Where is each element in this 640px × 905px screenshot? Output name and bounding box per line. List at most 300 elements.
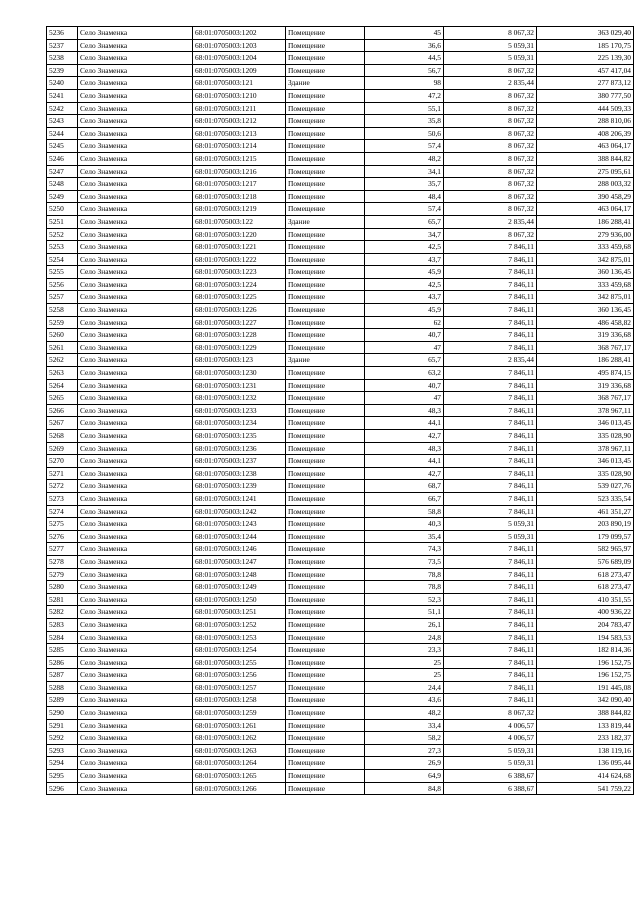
area-cell: 51,1 xyxy=(365,606,444,619)
cadastral-number-cell: 68:01:0705003:1242 xyxy=(193,505,286,518)
cadastral-value-cell: 333 459,68 xyxy=(537,241,634,254)
cadastral-value-cell: 463 064,17 xyxy=(537,140,634,153)
table-row xyxy=(47,329,634,342)
object-type-cell: Помещение xyxy=(286,505,365,518)
area-cell: 65,7 xyxy=(365,354,444,367)
cadastral-number-cell: 68:01:0705003:1246 xyxy=(193,543,286,556)
object-type-cell: Помещение xyxy=(286,581,365,594)
locality-cell: Село Знаменка xyxy=(78,744,193,757)
row-number-cell: 5236 xyxy=(47,27,78,40)
table-row xyxy=(47,228,634,241)
area-cell: 23,3 xyxy=(365,644,444,657)
row-number-cell: 5278 xyxy=(47,555,78,568)
unit-value-cell: 7 846,11 xyxy=(444,568,537,581)
locality-cell: Село Знаменка xyxy=(78,392,193,405)
row-number-cell: 5287 xyxy=(47,669,78,682)
table-row xyxy=(47,744,634,757)
cadastral-number-cell: 68:01:0705003:1247 xyxy=(193,555,286,568)
cadastral-number-cell: 68:01:0705003:1239 xyxy=(193,480,286,493)
row-number-cell: 5292 xyxy=(47,732,78,745)
area-cell: 26,1 xyxy=(365,618,444,631)
table-row xyxy=(47,379,634,392)
table-row xyxy=(47,102,634,115)
cadastral-value-cell: 618 273,47 xyxy=(537,568,634,581)
cadastral-number-cell: 68:01:0705003:1253 xyxy=(193,631,286,644)
locality-cell: Село Знаменка xyxy=(78,127,193,140)
row-number-cell: 5257 xyxy=(47,291,78,304)
table-row xyxy=(47,165,634,178)
area-cell: 24,4 xyxy=(365,681,444,694)
locality-cell: Село Знаменка xyxy=(78,140,193,153)
table-row xyxy=(47,304,634,317)
table-row xyxy=(47,291,634,304)
table-row xyxy=(47,203,634,216)
object-type-cell: Помещение xyxy=(286,64,365,77)
row-number-cell: 5258 xyxy=(47,304,78,317)
row-number-cell: 5272 xyxy=(47,480,78,493)
table-row xyxy=(47,568,634,581)
locality-cell: Село Знаменка xyxy=(78,568,193,581)
row-number-cell: 5282 xyxy=(47,606,78,619)
locality-cell: Село Знаменка xyxy=(78,39,193,52)
row-number-cell: 5252 xyxy=(47,228,78,241)
locality-cell: Село Знаменка xyxy=(78,52,193,65)
locality-cell: Село Знаменка xyxy=(78,354,193,367)
table-row xyxy=(47,430,634,443)
cadastral-number-cell: 68:01:0705003:1241 xyxy=(193,492,286,505)
row-number-cell: 5291 xyxy=(47,719,78,732)
unit-value-cell: 8 067,32 xyxy=(444,102,537,115)
cadastral-value-cell: 541 759,22 xyxy=(537,782,634,795)
unit-value-cell: 7 846,11 xyxy=(444,593,537,606)
locality-cell: Село Знаменка xyxy=(78,316,193,329)
area-cell: 24,8 xyxy=(365,631,444,644)
unit-value-cell: 7 846,11 xyxy=(444,606,537,619)
row-number-cell: 5243 xyxy=(47,115,78,128)
area-cell: 57,4 xyxy=(365,140,444,153)
cadastral-value-cell: 185 170,75 xyxy=(537,39,634,52)
row-number-cell: 5290 xyxy=(47,707,78,720)
cadastral-number-cell: 68:01:0705003:1261 xyxy=(193,719,286,732)
unit-value-cell: 8 067,32 xyxy=(444,228,537,241)
cadastral-value-cell: 363 029,40 xyxy=(537,27,634,40)
locality-cell: Село Знаменка xyxy=(78,430,193,443)
cadastral-value-cell: 288 810,06 xyxy=(537,115,634,128)
cadastral-number-cell: 68:01:0705003:1262 xyxy=(193,732,286,745)
area-cell: 40,7 xyxy=(365,329,444,342)
cadastral-number-cell: 68:01:0705003:1213 xyxy=(193,127,286,140)
object-type-cell: Помещение xyxy=(286,480,365,493)
cadastral-value-cell: 277 873,12 xyxy=(537,77,634,90)
locality-cell: Село Знаменка xyxy=(78,669,193,682)
object-type-cell: Помещение xyxy=(286,379,365,392)
table-row xyxy=(47,518,634,531)
row-number-cell: 5270 xyxy=(47,455,78,468)
area-cell: 34,7 xyxy=(365,228,444,241)
cadastral-number-cell: 68:01:0705003:1259 xyxy=(193,707,286,720)
row-number-cell: 5268 xyxy=(47,430,78,443)
cadastral-number-cell: 68:01:0705003:1214 xyxy=(193,140,286,153)
unit-value-cell: 7 846,11 xyxy=(444,367,537,380)
area-cell: 26,9 xyxy=(365,757,444,770)
area-cell: 56,7 xyxy=(365,64,444,77)
cadastral-number-cell: 68:01:0705003:1209 xyxy=(193,64,286,77)
locality-cell: Село Знаменка xyxy=(78,694,193,707)
cadastral-value-cell: 368 767,17 xyxy=(537,392,634,405)
locality-cell: Село Знаменка xyxy=(78,64,193,77)
row-number-cell: 5237 xyxy=(47,39,78,52)
area-cell: 47,2 xyxy=(365,89,444,102)
table-row xyxy=(47,241,634,254)
table-row xyxy=(47,770,634,783)
object-type-cell: Помещение xyxy=(286,178,365,191)
locality-cell: Село Знаменка xyxy=(78,329,193,342)
cadastral-value-cell: 333 459,68 xyxy=(537,278,634,291)
table-row xyxy=(47,631,634,644)
area-cell: 66,7 xyxy=(365,492,444,505)
object-type-cell: Помещение xyxy=(286,241,365,254)
cadastral-number-cell: 68:01:0705003:1235 xyxy=(193,430,286,443)
cadastral-value-cell: 342 875,01 xyxy=(537,253,634,266)
object-type-cell: Помещение xyxy=(286,329,365,342)
row-number-cell: 5281 xyxy=(47,593,78,606)
locality-cell: Село Знаменка xyxy=(78,732,193,745)
table-row xyxy=(47,757,634,770)
locality-cell: Село Знаменка xyxy=(78,291,193,304)
row-number-cell: 5246 xyxy=(47,152,78,165)
area-cell: 63,2 xyxy=(365,367,444,380)
area-cell: 50,6 xyxy=(365,127,444,140)
unit-value-cell: 2 835,44 xyxy=(444,215,537,228)
unit-value-cell: 5 059,31 xyxy=(444,39,537,52)
cadastral-value-cell: 368 767,17 xyxy=(537,341,634,354)
cadastral-number-cell: 68:01:0705003:1222 xyxy=(193,253,286,266)
object-type-cell: Помещение xyxy=(286,140,365,153)
unit-value-cell: 5 059,31 xyxy=(444,52,537,65)
cadastral-number-cell: 68:01:0705003:1234 xyxy=(193,417,286,430)
row-number-cell: 5251 xyxy=(47,215,78,228)
object-type-cell: Помещение xyxy=(286,530,365,543)
table-row xyxy=(47,266,634,279)
cadastral-value-cell: 388 844,82 xyxy=(537,152,634,165)
cadastral-value-cell: 182 814,36 xyxy=(537,644,634,657)
area-cell: 42,5 xyxy=(365,278,444,291)
locality-cell: Село Знаменка xyxy=(78,152,193,165)
cadastral-value-cell: 380 777,50 xyxy=(537,89,634,102)
object-type-cell: Помещение xyxy=(286,455,365,468)
area-cell: 42,7 xyxy=(365,430,444,443)
locality-cell: Село Знаменка xyxy=(78,467,193,480)
area-cell: 35,4 xyxy=(365,530,444,543)
row-number-cell: 5260 xyxy=(47,329,78,342)
cadastral-value-cell: 576 689,09 xyxy=(537,555,634,568)
object-type-cell: Помещение xyxy=(286,518,365,531)
locality-cell: Село Знаменка xyxy=(78,492,193,505)
object-type-cell: Помещение xyxy=(286,253,365,266)
cadastral-number-cell: 68:01:0705003:1203 xyxy=(193,39,286,52)
locality-cell: Село Знаменка xyxy=(78,417,193,430)
object-type-cell: Помещение xyxy=(286,102,365,115)
table-row xyxy=(47,178,634,191)
cadastral-value-cell: 225 139,30 xyxy=(537,52,634,65)
unit-value-cell: 7 846,11 xyxy=(444,341,537,354)
object-type-cell: Помещение xyxy=(286,656,365,669)
locality-cell: Село Знаменка xyxy=(78,442,193,455)
cadastral-value-cell: 444 509,33 xyxy=(537,102,634,115)
locality-cell: Село Знаменка xyxy=(78,266,193,279)
cadastral-value-cell: 360 136,45 xyxy=(537,266,634,279)
row-number-cell: 5238 xyxy=(47,52,78,65)
unit-value-cell: 8 067,32 xyxy=(444,115,537,128)
row-number-cell: 5245 xyxy=(47,140,78,153)
unit-value-cell: 7 846,11 xyxy=(444,379,537,392)
area-cell: 45,9 xyxy=(365,266,444,279)
object-type-cell: Помещение xyxy=(286,681,365,694)
object-type-cell: Помещение xyxy=(286,190,365,203)
locality-cell: Село Знаменка xyxy=(78,341,193,354)
table-row xyxy=(47,480,634,493)
row-number-cell: 5255 xyxy=(47,266,78,279)
area-cell: 47 xyxy=(365,392,444,405)
cadastral-value-cell: 196 152,75 xyxy=(537,656,634,669)
unit-value-cell: 7 846,11 xyxy=(444,316,537,329)
cadastral-number-cell: 68:01:0705003:1237 xyxy=(193,455,286,468)
table-row xyxy=(47,367,634,380)
locality-cell: Село Знаменка xyxy=(78,278,193,291)
cadastral-value-cell: 461 351,27 xyxy=(537,505,634,518)
unit-value-cell: 7 846,11 xyxy=(444,392,537,405)
table-row xyxy=(47,404,634,417)
cadastral-value-cell: 279 936,00 xyxy=(537,228,634,241)
object-type-cell: Помещение xyxy=(286,266,365,279)
locality-cell: Село Знаменка xyxy=(78,707,193,720)
unit-value-cell: 8 067,32 xyxy=(444,64,537,77)
cadastral-number-cell: 68:01:0705003:1221 xyxy=(193,241,286,254)
cadastral-value-cell: 233 182,37 xyxy=(537,732,634,745)
area-cell: 25 xyxy=(365,669,444,682)
row-number-cell: 5262 xyxy=(47,354,78,367)
table-row xyxy=(47,694,634,707)
unit-value-cell: 7 846,11 xyxy=(444,644,537,657)
unit-value-cell: 5 059,31 xyxy=(444,530,537,543)
area-cell: 33,4 xyxy=(365,719,444,732)
unit-value-cell: 7 846,11 xyxy=(444,581,537,594)
table-row xyxy=(47,77,634,90)
cadastral-number-cell: 68:01:0705003:1211 xyxy=(193,102,286,115)
table-row xyxy=(47,52,634,65)
object-type-cell: Помещение xyxy=(286,27,365,40)
unit-value-cell: 7 846,11 xyxy=(444,669,537,682)
cadastral-value-cell: 204 783,47 xyxy=(537,618,634,631)
area-cell: 45,9 xyxy=(365,304,444,317)
table-row xyxy=(47,152,634,165)
row-number-cell: 5280 xyxy=(47,581,78,594)
object-type-cell: Помещение xyxy=(286,165,365,178)
cadastral-number-cell: 68:01:0705003:1228 xyxy=(193,329,286,342)
object-type-cell: Помещение xyxy=(286,367,365,380)
row-number-cell: 5269 xyxy=(47,442,78,455)
area-cell: 65,7 xyxy=(365,215,444,228)
cadastral-value-cell: 360 136,45 xyxy=(537,304,634,317)
cadastral-number-cell: 68:01:0705003:1227 xyxy=(193,316,286,329)
cadastral-value-cell: 414 624,68 xyxy=(537,770,634,783)
unit-value-cell: 8 067,32 xyxy=(444,89,537,102)
unit-value-cell: 8 067,32 xyxy=(444,178,537,191)
row-number-cell: 5275 xyxy=(47,518,78,531)
cadastral-value-cell: 346 013,45 xyxy=(537,417,634,430)
cadastral-value-cell: 335 028,90 xyxy=(537,430,634,443)
table-row xyxy=(47,417,634,430)
locality-cell: Село Знаменка xyxy=(78,102,193,115)
area-cell: 64,9 xyxy=(365,770,444,783)
table-row xyxy=(47,127,634,140)
row-number-cell: 5241 xyxy=(47,89,78,102)
cadastral-number-cell: 68:01:0705003:1258 xyxy=(193,694,286,707)
area-cell: 58,8 xyxy=(365,505,444,518)
table-row xyxy=(47,593,634,606)
object-type-cell: Помещение xyxy=(286,404,365,417)
table-row xyxy=(47,467,634,480)
object-type-cell: Помещение xyxy=(286,631,365,644)
cadastral-number-cell: 68:01:0705003:1218 xyxy=(193,190,286,203)
locality-cell: Село Знаменка xyxy=(78,555,193,568)
cadastral-number-cell: 68:01:0705003:1266 xyxy=(193,782,286,795)
cadastral-number-cell: 68:01:0705003:1257 xyxy=(193,681,286,694)
unit-value-cell: 8 067,32 xyxy=(444,152,537,165)
table-row xyxy=(47,719,634,732)
cadastral-number-cell: 68:01:0705003:1251 xyxy=(193,606,286,619)
object-type-cell: Помещение xyxy=(286,744,365,757)
cadastral-number-cell: 68:01:0705003:1204 xyxy=(193,52,286,65)
row-number-cell: 5239 xyxy=(47,64,78,77)
table-row xyxy=(47,442,634,455)
cadastral-number-cell: 68:01:0705003:1212 xyxy=(193,115,286,128)
table-row xyxy=(47,555,634,568)
area-cell: 84,8 xyxy=(365,782,444,795)
cadastral-value-table xyxy=(46,26,634,795)
cadastral-number-cell: 68:01:0705003:1244 xyxy=(193,530,286,543)
locality-cell: Село Знаменка xyxy=(78,719,193,732)
area-cell: 98 xyxy=(365,77,444,90)
area-cell: 73,5 xyxy=(365,555,444,568)
table-row xyxy=(47,215,634,228)
cadastral-number-cell: 68:01:0705003:1243 xyxy=(193,518,286,531)
object-type-cell: Помещение xyxy=(286,568,365,581)
row-number-cell: 5254 xyxy=(47,253,78,266)
cadastral-number-cell: 68:01:0705003:1254 xyxy=(193,644,286,657)
locality-cell: Село Знаменка xyxy=(78,379,193,392)
unit-value-cell: 7 846,11 xyxy=(444,480,537,493)
unit-value-cell: 7 846,11 xyxy=(444,304,537,317)
unit-value-cell: 7 846,11 xyxy=(444,442,537,455)
unit-value-cell: 8 067,32 xyxy=(444,707,537,720)
object-type-cell: Помещение xyxy=(286,782,365,795)
object-type-cell: Помещение xyxy=(286,52,365,65)
cadastral-value-cell: 335 028,90 xyxy=(537,467,634,480)
cadastral-value-cell: 378 967,11 xyxy=(537,442,634,455)
area-cell: 27,3 xyxy=(365,744,444,757)
object-type-cell: Помещение xyxy=(286,341,365,354)
table-row xyxy=(47,115,634,128)
unit-value-cell: 7 846,11 xyxy=(444,694,537,707)
cadastral-value-cell: 275 095,61 xyxy=(537,165,634,178)
area-cell: 48,2 xyxy=(365,707,444,720)
cadastral-value-cell: 495 874,15 xyxy=(537,367,634,380)
unit-value-cell: 7 846,11 xyxy=(444,681,537,694)
object-type-cell: Помещение xyxy=(286,115,365,128)
cadastral-number-cell: 68:01:0705003:1252 xyxy=(193,618,286,631)
cadastral-number-cell: 68:01:0705003:1217 xyxy=(193,178,286,191)
object-type-cell: Помещение xyxy=(286,757,365,770)
cadastral-value-cell: 288 003,32 xyxy=(537,178,634,191)
area-cell: 68,7 xyxy=(365,480,444,493)
object-type-cell: Помещение xyxy=(286,430,365,443)
cadastral-number-cell: 68:01:0705003:1225 xyxy=(193,291,286,304)
cadastral-number-cell: 68:01:0705003:1220 xyxy=(193,228,286,241)
unit-value-cell: 5 059,31 xyxy=(444,744,537,757)
cadastral-number-cell: 68:01:0705003:1232 xyxy=(193,392,286,405)
row-number-cell: 5277 xyxy=(47,543,78,556)
object-type-cell: Помещение xyxy=(286,203,365,216)
row-number-cell: 5256 xyxy=(47,278,78,291)
row-number-cell: 5293 xyxy=(47,744,78,757)
cadastral-number-cell: 68:01:0705003:1249 xyxy=(193,581,286,594)
area-cell: 43,6 xyxy=(365,694,444,707)
locality-cell: Село Знаменка xyxy=(78,165,193,178)
area-cell: 25 xyxy=(365,656,444,669)
row-number-cell: 5250 xyxy=(47,203,78,216)
locality-cell: Село Знаменка xyxy=(78,404,193,417)
object-type-cell: Помещение xyxy=(286,555,365,568)
cadastral-number-cell: 68:01:0705003:1226 xyxy=(193,304,286,317)
cadastral-value-cell: 319 336,68 xyxy=(537,379,634,392)
area-cell: 74,3 xyxy=(365,543,444,556)
cadastral-value-cell: 618 273,47 xyxy=(537,581,634,594)
row-number-cell: 5274 xyxy=(47,505,78,518)
table-row xyxy=(47,644,634,657)
locality-cell: Село Знаменка xyxy=(78,27,193,40)
row-number-cell: 5294 xyxy=(47,757,78,770)
row-number-cell: 5265 xyxy=(47,392,78,405)
table-row xyxy=(47,27,634,40)
locality-cell: Село Знаменка xyxy=(78,593,193,606)
cadastral-number-cell: 68:01:0705003:1265 xyxy=(193,770,286,783)
cadastral-value-cell: 410 351,55 xyxy=(537,593,634,606)
area-cell: 58,2 xyxy=(365,732,444,745)
row-number-cell: 5283 xyxy=(47,618,78,631)
cadastral-number-cell: 68:01:0705003:1216 xyxy=(193,165,286,178)
object-type-cell: Помещение xyxy=(286,719,365,732)
table-row xyxy=(47,618,634,631)
area-cell: 43,7 xyxy=(365,291,444,304)
area-cell: 44,1 xyxy=(365,417,444,430)
unit-value-cell: 7 846,11 xyxy=(444,455,537,468)
table-row xyxy=(47,669,634,682)
unit-value-cell: 2 835,44 xyxy=(444,354,537,367)
row-number-cell: 5289 xyxy=(47,694,78,707)
row-number-cell: 5259 xyxy=(47,316,78,329)
cadastral-number-cell: 68:01:0705003:1233 xyxy=(193,404,286,417)
area-cell: 48,3 xyxy=(365,442,444,455)
unit-value-cell: 7 846,11 xyxy=(444,656,537,669)
row-number-cell: 5271 xyxy=(47,467,78,480)
area-cell: 44,5 xyxy=(365,52,444,65)
cadastral-value-cell: 136 095,44 xyxy=(537,757,634,770)
table-row xyxy=(47,530,634,543)
table-row xyxy=(47,316,634,329)
locality-cell: Село Знаменка xyxy=(78,757,193,770)
unit-value-cell: 5 059,31 xyxy=(444,518,537,531)
